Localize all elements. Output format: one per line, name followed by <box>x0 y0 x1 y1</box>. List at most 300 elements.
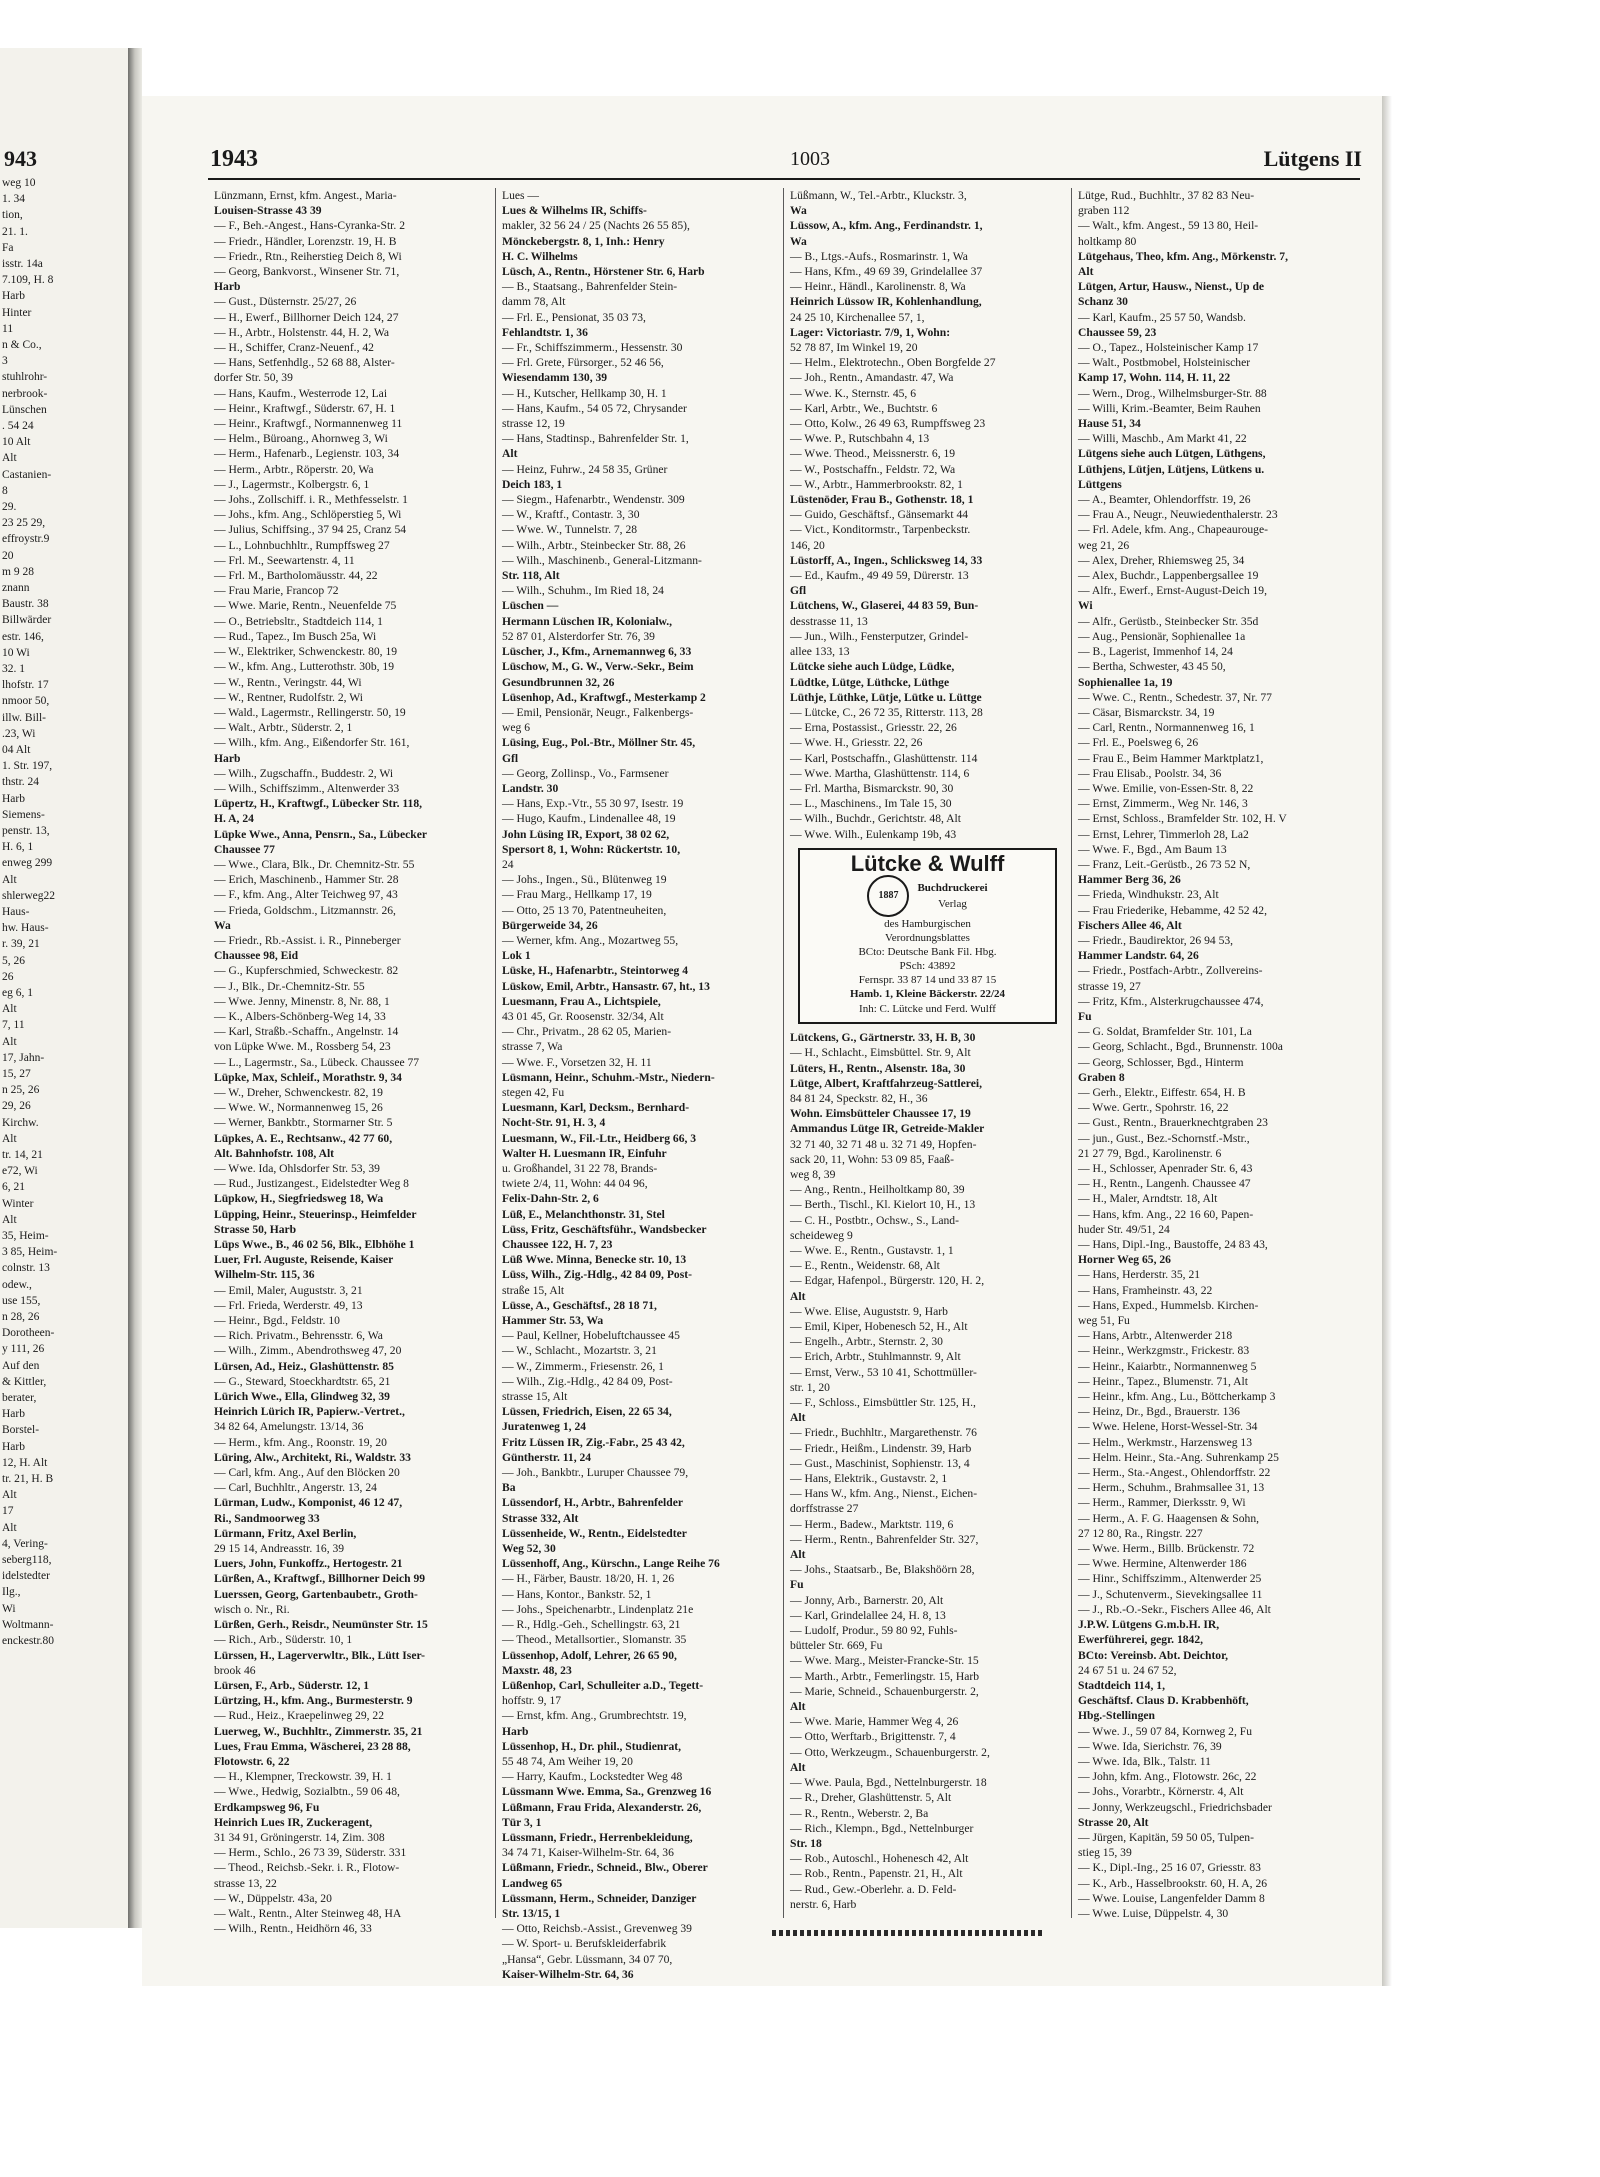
directory-entry: Wilhelm-Str. 115, 36 <box>214 1268 315 1282</box>
directory-entry: Erdkampsweg 96, Fu <box>214 1800 320 1814</box>
directory-entry: Mönckebergstr. 8, 1, Inh.: Henry <box>502 234 665 248</box>
directory-entry: Louisen-Strasse 43 39 <box>214 204 322 218</box>
directory-entry: — Wilh., Zig.-Hdlg., 42 84 09, Post- <box>502 1374 673 1388</box>
directory-entry: Lüschen — <box>502 599 559 613</box>
directory-entry: — F., kfm. Ang., Alter Teichweg 97, 43 <box>214 888 398 902</box>
directory-entry: — Otto, Werftarb., Brigittenstr. 7, 4 <box>790 1730 956 1744</box>
directory-entry: wisch o. Nr., Ri. <box>214 1602 290 1616</box>
directory-entry: brook 46 <box>214 1663 256 1677</box>
directory-entry: strasse 7, Wa <box>502 1040 563 1054</box>
directory-entry: — Wwe. Marie, Rentn., Neuenfelde 75 <box>214 599 397 613</box>
directory-entry: — Werner, Bankbtr., Stormarner Str. 5 <box>214 1116 393 1130</box>
directory-entry: Luers, John, Funkoffz., Hertogestr. 21 <box>214 1557 403 1571</box>
directory-entry: Lüttgens <box>1078 477 1122 491</box>
directory-entry: Chaussee 77 <box>214 842 275 856</box>
directory-entry: Lüpkes, A. E., Rechtsanw., 42 77 60, <box>214 1131 393 1145</box>
page-edge-shadow <box>1382 96 1392 1986</box>
directory-entry: Weg 52, 30 <box>502 1542 556 1556</box>
directory-entry: — Frau A., Neugr., Neuwiedenthalerstr. 23 <box>1078 508 1278 522</box>
left-text-fragment: nerbrook- <box>2 387 48 400</box>
directory-entry: — Herm., Schuhm., Brahmsallee 31, 13 <box>1078 1481 1265 1495</box>
directory-entry: Wohn. Eimsbütteler Chaussee 17, 19 <box>790 1107 971 1121</box>
directory-entry: — Wwe. Gertr., Spohrstr. 16, 22 <box>1078 1101 1229 1115</box>
directory-entry: — Erich, Arbtr., Stuhlmannstr. 9, Alt <box>790 1350 961 1364</box>
directory-entry: — R., Rentn., Weberstr. 2, Ba <box>790 1806 929 1820</box>
directory-entry: Ri., Sandmoorweg 33 <box>214 1511 320 1525</box>
directory-entry: Landstr. 30 <box>502 781 559 795</box>
directory-entry: Lüters, H., Rentn., Alsenstr. 18a, 30 <box>790 1061 966 1075</box>
directory-entry: Lüskow, Emil, Arbtr., Hansastr. 67, ht., 13 <box>502 979 710 993</box>
ad-line: PSch: 43892 <box>899 959 956 972</box>
directory-entry: — H., Färber, Baustr. 18/20, H. 1, 26 <box>502 1572 675 1586</box>
directory-entry: — Alfr., Ewerf., Ernst-August-Deich 19, <box>1078 584 1268 598</box>
left-text-fragment: eg 6, 1 <box>2 987 33 999</box>
directory-entry: — Georg, Schlacht., Bgd., Brunnenstr. 100a <box>1078 1040 1283 1054</box>
left-text-fragment: Alt <box>2 452 17 465</box>
directory-entry: — Ernst, Lehrer, Timmerloh 28, La2 <box>1078 827 1249 841</box>
directory-entry: — W., Elektriker, Schwenckestr. 80, 19 <box>214 645 398 659</box>
directory-columns <box>208 188 1360 1981</box>
directory-entry: — Ludolf, Produr., 59 80 92, Fuhls- <box>790 1624 958 1638</box>
left-text-fragment: 17 <box>2 1505 14 1518</box>
directory-entry: Lüss, Fritz, Geschäftsführ., Wandsbecker <box>502 1222 707 1236</box>
directory-entry: Hammer Landstr. 64, 26 <box>1078 949 1199 963</box>
directory-entry: Lüpke Wwe., Anna, Pensrn., Sa., Lübecker <box>214 827 428 841</box>
directory-entry: — Carl, Rentn., Normannenweg 16, 1 <box>1078 721 1255 735</box>
directory-entry: — R., Hdlg.-Geh., Schellingstr. 63, 21 <box>502 1618 681 1632</box>
directory-entry: — jun., Gust., Bez.-Schornstf.-Mstr., <box>1078 1131 1250 1145</box>
directory-entry: — Joh., Rentn., Amandastr. 47, Wa <box>790 371 954 385</box>
directory-entry: — Rud., Justizangest., Eidelstedter Weg 8 <box>214 1177 409 1191</box>
directory-page <box>142 96 1385 1986</box>
directory-entry: Wiesendamm 130, 39 <box>502 371 608 385</box>
directory-entry: — Wwe. P., Rutschbahn 4, 13 <box>790 432 930 446</box>
directory-entry: — O., Betriebsltr., Stadtdeich 114, 1 <box>214 614 383 628</box>
left-text-fragment: 11 <box>2 322 14 335</box>
left-text-fragment: Alt <box>2 873 17 886</box>
directory-entry: Lüthjens, Lütjen, Lütjens, Lütkens u. <box>1078 462 1265 476</box>
directory-entry: Bürgerweide 34, 26 <box>502 918 598 932</box>
left-text-fragment: Harb <box>2 1408 25 1421</box>
directory-entry: — Karl, Arbtr., We., Buchtstr. 6 <box>790 401 938 415</box>
directory-entry: 43 01 45, Gr. Roosenstr. 32/34, Alt <box>502 1009 664 1023</box>
directory-entry: — Wwe. Ida, Ohlsdorfer Str. 53, 39 <box>214 1162 380 1175</box>
left-text-fragment: 3 85, Heim- <box>2 1246 58 1259</box>
directory-entry: — Wwe. Paula, Bgd., Nettelnburgerstr. 18 <box>790 1776 987 1790</box>
directory-entry: desstrasse 11, 13 <box>790 614 868 628</box>
directory-entry: — Wilh., Maschinenb., General-Litzmann- <box>502 553 702 567</box>
directory-entry: — Wwe. F., Bgd., Am Baum 13 <box>1078 842 1227 856</box>
directory-entry: — Hans W., kfm. Ang., Nienst., Eichen- <box>790 1487 978 1501</box>
directory-entry: — Marie, Schneid., Schauenburgerstr. 2, <box>790 1684 979 1698</box>
directory-entry: — Alex, Buchdr., Lappenbergsallee 19 <box>1078 569 1259 583</box>
directory-entry: Horner Weg 65, 26 <box>1078 1253 1171 1267</box>
directory-entry: Lüpke, Max, Schleif., Morathstr. 9, 34 <box>214 1070 402 1084</box>
directory-entry: BCto: Vereinsb. Abt. Deichtor, <box>1078 1648 1229 1662</box>
directory-entry: Alt <box>502 447 518 461</box>
left-text-fragment: shlerweg22 <box>2 889 56 902</box>
directory-entry: — Rud., Tapez., Im Busch 25a, Wi <box>214 629 377 643</box>
directory-entry: Kamp 17, Wohn. 114, H. 11, 22 <box>1078 371 1231 385</box>
directory-entry: — Frl. E., Poelsweg 6, 26 <box>1078 736 1199 750</box>
directory-entry: Lüscher, J., Kfm., Arnemannweg 6, 33 <box>502 645 692 659</box>
left-text-fragment: e72, Wi <box>2 1165 38 1178</box>
directory-entry: Lüssmann Wwe. Emma, Sa., Grenzweg 16 <box>502 1785 712 1799</box>
directory-entry: 24 67 51 u. 24 67 52, <box>1078 1663 1177 1677</box>
left-text-fragment: Alt <box>2 1132 17 1145</box>
column-2 <box>496 188 784 1981</box>
directory-entry: — Karl, Grindelallee 24, H. 8, 13 <box>790 1608 946 1622</box>
left-text-fragment: y 111, 26 <box>2 1343 45 1356</box>
left-text-fragment: 4, Vering- <box>2 1537 48 1550</box>
directory-entry: — Wilh., Zugschaffn., Buddestr. 2, Wi <box>214 766 394 780</box>
directory-entry: Lüßmann, Friedr., Schneid., Blw., Oberer <box>502 1861 708 1875</box>
directory-entry: — H., Schiffer, Cranz-Neuenf., 42 <box>214 341 374 355</box>
directory-entry: Spersort 8, 1, Wohn: Rückertstr. 10, <box>502 842 681 856</box>
directory-entry: Lüssenhoff, Ang., Kürschn., Lange Reihe 76 <box>502 1557 720 1571</box>
directory-entry: strasse 12, 19 <box>502 417 565 431</box>
directory-entry: Wi <box>1078 599 1093 613</box>
left-text-fragment: znann <box>2 582 30 594</box>
directory-entry: — Siegm., Hafenarbtr., Wendenstr. 309 <box>502 493 685 507</box>
directory-entry: — Wwe. Elise, Auguststr. 9, Harb <box>790 1304 948 1318</box>
left-text-fragment: 1. Str. 197, <box>2 760 53 773</box>
directory-entry: Harb <box>214 751 241 765</box>
directory-entry: Lues — <box>502 189 540 202</box>
directory-entry: Lütge, Rud., Buchhltr., 37 82 83 Neu- <box>1078 189 1255 202</box>
directory-entry: — Wwe., Clara, Blk., Dr. Chemnitz-Str. 55 <box>214 857 415 871</box>
directory-entry: — H., Arbtr., Holstenstr. 44, H. 2, Wa <box>214 325 390 339</box>
directory-entry: Lütge, Albert, Kraftfahrzeug-Sattlerei, <box>790 1076 982 1090</box>
directory-entry: — Johs., kfm. Ang., Schlöperstieg 5, Wi <box>214 508 402 522</box>
ad-line: Verordnungsblattes <box>885 931 970 944</box>
left-text-fragment: Lünschen <box>2 403 47 416</box>
directory-entry: Lürich Wwe., Ella, Glindweg 32, 39 <box>214 1390 390 1404</box>
directory-entry: — Helm. Heinr., Sta.-Ang. Suhrenkamp 25 <box>1078 1450 1279 1464</box>
directory-entry: — Hans, Kaufm., Westerrode 12, Lai <box>214 386 388 400</box>
directory-entry: Alt <box>790 1289 806 1303</box>
directory-entry: Lürmann, Fritz, Axel Berlin, <box>214 1526 357 1540</box>
directory-entry: — Rob., Rentn., Papenstr. 21, H., Alt <box>790 1867 963 1881</box>
directory-entry: u. Großhandel, 31 22 78, Brands- <box>502 1162 658 1175</box>
directory-entry: — Walt., kfm. Angest., 59 13 80, Heil- <box>1078 219 1259 233</box>
left-text-fragment: & Kittler, <box>2 1375 47 1388</box>
directory-entry: — Ernst, kfm. Ang., Grumbrechtstr. 19, <box>502 1709 687 1723</box>
directory-entry: — W. Sport- u. Berufskleiderfabrik <box>502 1937 667 1951</box>
directory-entry: — Alex, Dreher, Rhiemsweg 25, 34 <box>1078 553 1245 567</box>
ad-header-row <box>806 875 1049 917</box>
directory-entry: — Erna, Postassist., Griesstr. 22, 26 <box>790 721 957 735</box>
directory-entry: — F., Beh.-Angest., Hans-Cyranka-Str. 2 <box>214 219 405 233</box>
left-text-fragment: berater, <box>2 1392 37 1404</box>
directory-entry: Lütcke siehe auch Lüdge, Lüdke, <box>790 660 955 674</box>
left-text-fragment: illw. Bill- <box>2 711 46 724</box>
directory-entry: Strasse 50, Harb <box>214 1222 297 1236</box>
directory-entry: Gfl <box>502 751 519 765</box>
directory-entry: — Helm., Werkmstr., Harzensweg 13 <box>1078 1435 1253 1449</box>
directory-entry: — Johs., Zollschiff. i. R., Methfesselstr. 1 <box>214 493 408 507</box>
directory-entry: — Helm., Elektrotechn., Oben Borgfelde 27 <box>790 356 996 370</box>
directory-entry: 52 78 87, Im Winkel 19, 20 <box>790 341 918 355</box>
directory-entry: Alt <box>790 1548 806 1562</box>
directory-entry: 55 48 74, Am Weiher 19, 20 <box>502 1754 633 1768</box>
directory-entry: — Chr., Privatm., 28 62 05, Marien- <box>502 1025 672 1039</box>
directory-entry: — Friedr., Buchhltr., Margarethenstr. 76 <box>790 1426 977 1440</box>
directory-entry: — Gerh., Elektr., Eiffestr. 654, H. B <box>1078 1085 1246 1099</box>
directory-entry: — Wald., Lagermstr., Rellingerstr. 50, 19 <box>214 705 406 719</box>
directory-entry: — Georg, Bankvorst., Winsener Str. 71, <box>214 265 400 279</box>
directory-entry: — W., Rentn., Veringstr. 44, Wi <box>214 675 362 689</box>
ad-line: Hamb. 1, Kleine Bäckerstr. 22/24 <box>849 987 1006 1000</box>
directory-entry: sack 20, 11, Wohn: 53 09 85, Faaß- <box>790 1152 954 1166</box>
directory-entry: J.P.W. Lütgens G.m.b.H. IR, <box>1078 1618 1220 1632</box>
directory-entry: stegen 42, Fu <box>502 1085 565 1099</box>
directory-entry: Luesmann, Karl, Decksm., Bernhard- <box>502 1101 690 1115</box>
directory-entry: — Guido, Geschäftsf., Gänsemarkt 44 <box>790 508 969 522</box>
left-text-fragment: n & Co., <box>2 339 42 351</box>
directory-entry: — Wwe. Marie, Hammer Weg 4, 26 <box>790 1715 959 1729</box>
directory-entry: — Walt., Postbmobel, Holsteinischer <box>1078 356 1251 370</box>
directory-entry: — Jun., Wilh., Fensterputzer, Grindel- <box>790 629 969 643</box>
left-text-fragment: Castanien- <box>2 468 52 481</box>
directory-entry: graben 112 <box>1078 204 1130 218</box>
directory-entry: Lüthje, Lüthke, Lütje, Lütke u. Lüttge <box>790 690 982 704</box>
directory-entry: — W., Rentner, Rudolfstr. 2, Wi <box>214 690 363 704</box>
directory-entry: Alt <box>790 1760 806 1774</box>
ad-title: Lütcke & Wulff <box>850 850 1005 876</box>
left-text-fragment: n 28, 26 <box>2 1311 40 1323</box>
lutcke-wulff-advertisement <box>798 848 1057 1024</box>
directory-entry: — Friedr., Postfach-Arbtr., Zollvereins- <box>1078 964 1263 978</box>
directory-entry: nerstr. 6, Harb <box>790 1897 857 1911</box>
directory-entry: — Wwe. Herm., Billb. Brückenstr. 72 <box>1078 1542 1255 1556</box>
directory-entry: Ammandus Lütge IR, Getreide-Makler <box>790 1122 985 1136</box>
directory-entry: — Wwe. Theod., Meissnerstr. 6, 19 <box>790 447 956 461</box>
directory-entry: — H., Maler, Arndtstr. 18, Alt <box>1078 1192 1218 1206</box>
directory-entry: stieg 15, 39 <box>1078 1846 1132 1860</box>
directory-entry: — Karl, Postschaffn., Glashüttenstr. 114 <box>790 751 978 765</box>
left-text-fragment: seberg118, <box>2 1554 52 1566</box>
directory-entry: — Alfr., Gerüstb., Steinbecker Str. 35d <box>1078 614 1259 628</box>
left-text-fragment: 10 Wi <box>2 646 30 659</box>
directory-entry: Geschäftsf. Claus D. Krabbenhöft, <box>1078 1694 1249 1708</box>
directory-entry: — Friedr., Rtn., Reiherstieg Deich 8, Wi <box>214 249 402 263</box>
directory-entry: — W., Dreher, Schwenckestr. 82, 19 <box>214 1085 383 1099</box>
directory-entry: — Georg, Schlosser, Bgd., Hinterm <box>1078 1055 1244 1069</box>
directory-entry: — Gust., Düsternstr. 25/27, 26 <box>214 295 357 309</box>
left-text-fragment: Harb <box>2 792 25 805</box>
directory-entry: — Heinr., Kraftwgf., Normannenweg 11 <box>214 417 403 431</box>
directory-entry: Hermann Lüschen IR, Kolonialw., <box>502 614 673 628</box>
directory-entry: — O., Tapez., Holsteinischer Kamp 17 <box>1078 341 1259 355</box>
directory-entry: Lüssen, Friedrich, Eisen, 22 65 34, <box>502 1405 672 1419</box>
directory-entry: Gfl <box>790 584 807 598</box>
directory-entry: Felix-Dahn-Str. 2, 6 <box>502 1192 599 1206</box>
directory-entry: Wa <box>790 204 807 218</box>
directory-entry: — Hans, Exp.-Vtr., 55 30 97, Isestr. 19 <box>502 797 684 811</box>
left-text-fragment: tr. 14, 21 <box>2 1149 43 1161</box>
directory-entry: — Heinr., Kaiarbtr., Normannenweg 5 <box>1078 1359 1257 1373</box>
left-text-fragment: Kirchw. <box>2 1116 39 1129</box>
directory-entry: — Ernst, Zimmerm., Weg Nr. 146, 3 <box>1078 797 1248 811</box>
directory-entry: — Wwe. Louise, Langenfelder Damm 8 <box>1078 1891 1265 1905</box>
directory-entry: — Berth., Tischl., Kl. Kielort 10, H., 13 <box>790 1198 976 1212</box>
directory-entry: strasse 15, Alt <box>502 1390 568 1404</box>
directory-entry: — B., Staatsang., Bahrenfelder Stein- <box>502 280 678 294</box>
page-number: 1003 <box>790 148 830 170</box>
directory-entry: Str. 118, Alt <box>502 569 560 583</box>
directory-entry: — Gust., Rentn., Brauerknechtgraben 23 <box>1078 1116 1268 1130</box>
directory-entry: — Emil, Maler, Auguststr. 3, 21 <box>214 1283 363 1297</box>
directory-entry: Maxstr. 48, 23 <box>502 1663 572 1677</box>
directory-entry: Ewerführerei, gegr. 1842, <box>1078 1633 1204 1647</box>
directory-entry: — H., Ewerf., Billhorner Deich 124, 27 <box>214 310 399 324</box>
directory-entry: — J., Rb.-O.-Sekr., Fischers Allee 46, Alt <box>1078 1602 1271 1616</box>
directory-entry: — Hans, Kontor., Bankstr. 52, 1 <box>502 1587 652 1601</box>
directory-entry: — Georg, Zollinsp., Vo., Farmsener <box>502 766 669 780</box>
ad-line: Buchdruckerei <box>917 882 988 895</box>
directory-entry: — Frl. Martha, Bismarckstr. 90, 30 <box>790 781 954 795</box>
directory-entry: — Hans, Kaufm., 54 05 72, Chrysander <box>502 401 687 415</box>
directory-entry: — Wwe. Jenny, Minenstr. 8, Nr. 88, 1 <box>214 994 390 1008</box>
directory-entry: — L., Lohnbuchhltr., Rumpffsweg 27 <box>214 538 390 552</box>
left-text-fragment: 29, 26 <box>2 1100 31 1113</box>
left-text-fragment: . 54 24 <box>2 420 34 432</box>
directory-entry: — Wilh., kfm. Ang., Eißendorfer Str. 161, <box>214 736 410 750</box>
directory-entry: holtkamp 80 <box>1078 234 1137 248</box>
directory-entry: strasse 19, 27 <box>1078 979 1141 993</box>
directory-entry: — Wwe. W., Tunnelstr. 7, 28 <box>502 523 638 537</box>
directory-entry: 84 81 24, Speckstr. 82, H., 36 <box>790 1091 928 1105</box>
directory-entry: — Ang., Rentn., Heilholtkamp 80, 39 <box>790 1183 965 1197</box>
directory-entry: Lok 1 <box>502 949 531 963</box>
directory-entry: — Wwe. Ida, Sierichstr. 76, 39 <box>1078 1739 1222 1753</box>
directory-entry: Lüßenhop, Carl, Schulleiter a.D., Tegett- <box>502 1678 704 1692</box>
directory-entry: — Wilh., Buchdr., Gerichtstr. 48, Alt <box>790 812 961 826</box>
directory-entry: Heinrich Lues IR, Zuckeragent, <box>214 1815 373 1829</box>
left-text-fragment: Alt <box>2 1035 17 1048</box>
left-text-fragment: Auf den <box>2 1359 40 1372</box>
left-text-fragment: lhofstr. 17 <box>2 679 49 692</box>
directory-entry: Lüschow, M., G. W., Verw.-Sekr., Beim <box>502 660 694 674</box>
directory-entry: — Jonny, Arb., Barnerstr. 20, Alt <box>790 1593 944 1607</box>
directory-entry: — Wwe. Helene, Horst-Wessel-Str. 34 <box>1078 1420 1258 1434</box>
print-mark <box>772 1930 1042 1936</box>
ad-subtitle-block <box>917 881 987 910</box>
directory-entry: — Werner, kfm. Ang., Mozartweg 55, <box>502 933 679 947</box>
left-page-year: 943 <box>4 146 37 171</box>
directory-entry: — Hans, Kfm., 49 69 39, Grindelallee 37 <box>790 265 983 279</box>
directory-entry: — Frl. Frieda, Werderstr. 49, 13 <box>214 1298 363 1312</box>
directory-entry: Fehlandtstr. 1, 36 <box>502 325 588 339</box>
directory-entry: — Heinr., Händl., Karolinenstr. 8, Wa <box>790 280 966 294</box>
directory-entry: Chaussee 59, 23 <box>1078 325 1157 339</box>
directory-entry: — L., Lagermstr., Sa., Lübeck. Chaussee 77 <box>214 1055 420 1069</box>
directory-entry: 32 71 40, 32 71 48 u. 32 71 49, Hopfen- <box>790 1137 977 1151</box>
ad-line: BCto: Deutsche Bank Fil. Hbg. <box>858 945 997 958</box>
directory-entry: — Herm., kfm. Ang., Roonstr. 19, 20 <box>214 1435 387 1449</box>
header-year: 1943 <box>210 146 258 172</box>
directory-entry: Lüssenhop, Adolf, Lehrer, 26 65 90, <box>502 1648 677 1662</box>
seal-icon: 1887 <box>867 875 909 917</box>
left-text-fragment: odew., <box>2 1278 32 1291</box>
ad-line: Verlag <box>938 897 967 910</box>
left-text-fragment: Alt <box>2 1489 17 1502</box>
directory-entry: Ba <box>502 1481 516 1495</box>
directory-entry: — Frl. Grete, Fürsorger., 52 46 56, <box>502 356 664 370</box>
directory-entry: — Herm., Arbtr., Röperstr. 20, Wa <box>214 462 374 476</box>
directory-entry: — Wwe. C., Rentn., Schedestr. 37, Nr. 77 <box>1078 690 1272 704</box>
directory-entry: Lüske, H., Hafenarbtr., Steintorweg 4 <box>502 964 689 978</box>
directory-entry: Lüdtke, Lütge, Lüthcke, Lüthge <box>790 675 950 689</box>
directory-entry: — Heinr., Bgd., Feldstr. 10 <box>214 1314 340 1328</box>
directory-entry: makler, 32 56 24 / 25 (Nachts 26 55 85), <box>502 219 690 233</box>
directory-entry: twiete 2/4, 11, Wohn: 44 04 96, <box>502 1177 648 1191</box>
left-text-fragment: Wi <box>2 1602 16 1615</box>
directory-entry: — Hans, Elektrik., Gustavstr. 2, 1 <box>790 1472 948 1486</box>
directory-entry: Sophienallee 1a, 19 <box>1078 675 1173 689</box>
directory-entry: — Walt., Rentn., Alter Steinweg 48, HA <box>214 1906 402 1920</box>
directory-entry: Hause 51, 34 <box>1078 417 1141 431</box>
left-text-fragment: Ilg., <box>2 1586 21 1599</box>
directory-entry: — H., Kutscher, Hellkamp 30, H. 1 <box>502 386 667 400</box>
directory-entry: — Herm., Hafenarb., Legienstr. 103, 34 <box>214 447 400 461</box>
directory-entry: — Hans, Arbtr., Altenwerder 218 <box>1078 1329 1233 1343</box>
directory-entry: — W., Postschaffn., Feldstr. 72, Wa <box>790 462 956 476</box>
directory-entry: — Frl. Adele, kfm. Ang., Chapeaurouge- <box>1078 523 1268 537</box>
directory-entry: — Rich., Klempn., Bgd., Nettelnburger <box>790 1821 974 1835</box>
directory-entry: — Frau Elisab., Poolstr. 34, 36 <box>1078 766 1222 780</box>
directory-entry: — Frau Marie, Francop 72 <box>214 584 339 598</box>
left-text-fragment: Alt <box>2 1213 17 1226</box>
left-text-fragment: Hinter <box>2 306 32 319</box>
column-4 <box>1072 188 1360 1918</box>
directory-entry: — Wwe. E., Rentn., Gustavstr. 1, 1 <box>790 1243 954 1257</box>
directory-entry: Lüsing, Eug., Pol.-Btr., Möllner Str. 45, <box>502 736 696 750</box>
directory-entry: — Engelh., Arbtr., Sternstr. 2, 30 <box>790 1335 943 1349</box>
directory-entry: — Otto, Kolw., 26 49 63, Rumpffsweg 23 <box>790 417 986 431</box>
directory-entry: — K., Albers-Schönberg-Weg 14, 33 <box>214 1009 386 1023</box>
directory-entry: — Wwe. Martha, Glashüttenstr. 114, 6 <box>790 766 970 780</box>
page-header <box>210 146 1362 176</box>
directory-entry: — Heinz, Dr., Bgd., Brauerstr. 136 <box>1078 1405 1240 1419</box>
directory-entry: — Wern., Drog., Wilhelmsburger-Str. 88 <box>1078 386 1267 400</box>
directory-entry: von Lüpke Wwe. M., Rossberg 54, 23 <box>214 1040 391 1054</box>
directory-entry: — Jonny, Werkzeugschl., Friedrichsbader <box>1078 1800 1272 1814</box>
directory-entry: — Wwe. Luise, Düppelstr. 4, 30 <box>1078 1906 1229 1920</box>
directory-entry: weg 51, Fu <box>1078 1314 1130 1328</box>
directory-entry: Lüssmann, Herm., Schneider, Danziger <box>502 1891 697 1905</box>
directory-entry: — Friedr., Rb.-Assist. i. R., Pinneberger <box>214 933 401 947</box>
left-text-fragment: 5, 26 <box>2 954 25 967</box>
directory-entry: — H., Schlacht., Eimsbüttel. Str. 9, Alt <box>790 1046 971 1060</box>
directory-entry: Luerweg, W., Buchhltr., Zimmerstr. 35, 21 <box>214 1724 423 1738</box>
directory-entry: — Hans, Herderstr. 35, 21 <box>1078 1268 1201 1282</box>
directory-entry: Lütgehaus, Theo, kfm. Ang., Mörkenstr. 7, <box>1078 249 1289 263</box>
directory-entry: — Hans, Stadtinsp., Bahrenfelder Str. 1, <box>502 432 689 446</box>
directory-entry: — Heinr., kfm. Ang., Lu., Böttcherkamp 3 <box>1078 1390 1276 1404</box>
directory-entry: — Willi, Krim.-Beamter, Beim Rauhen <box>1078 401 1261 415</box>
directory-entry: Tür 3, 1 <box>502 1815 542 1829</box>
directory-entry: Walter H. Luesmann IR, Einfuhr <box>502 1146 667 1160</box>
directory-entry: Gesundbrunnen 32, 26 <box>502 675 615 689</box>
left-text-fragment: hw. Haus- <box>2 922 49 935</box>
directory-entry: — Frl. M., Bartholomäusstr. 44, 22 <box>214 569 378 583</box>
directory-entry: Kaiser-Wilhelm-Str. 64, 36 <box>502 1967 634 1981</box>
directory-entry: — Wilh., Schiffszimm., Altenwerder 33 <box>214 781 400 795</box>
directory-entry: — H., Rentn., Langenh. Chaussee 47 <box>1078 1177 1251 1191</box>
directory-entry: 24 <box>502 857 514 871</box>
